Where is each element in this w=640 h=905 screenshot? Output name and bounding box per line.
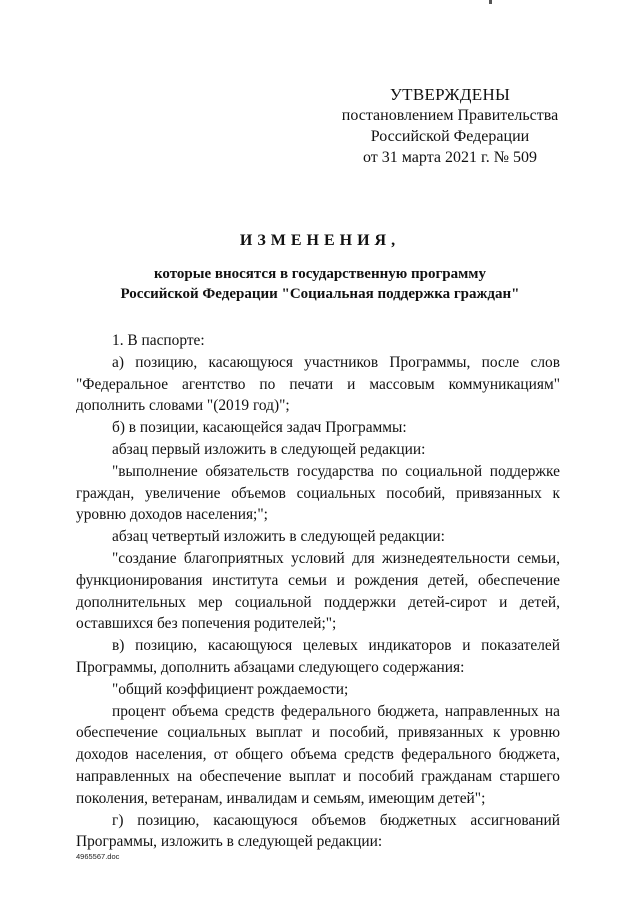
paragraph: г) позицию, касающуюся объемов бюджетных ассигнований Программы, изложить в следующей редакции: (76, 811, 560, 851)
paragraph: абзац четвертый изложить в следующей редакции: (112, 528, 445, 546)
document-subheading-line-2: Российской Федерации "Социальная поддержка граждан" (120, 286, 520, 302)
paragraph: "общий коэффициент рождаемости; (112, 680, 349, 698)
paragraph: абзац первый изложить в следующей редакции: (112, 440, 426, 458)
document-title-block (60, 232, 580, 304)
document-body (76, 330, 560, 853)
paragraph: б) в позиции, касающейся задач Программы: (112, 419, 407, 437)
approval-stamp (330, 84, 570, 168)
document-subheading-line-1: которые вносятся в государственную программу (153, 266, 487, 282)
approval-title: УТВЕРЖДЕНЫ (389, 85, 511, 104)
paragraph: в) позицию, касающуюся целевых индикаторов и показателей Программы, дополнить абзацами следующего содержания: (76, 637, 560, 676)
approval-line-3: от 31 марта 2021 г. № 509 (363, 149, 537, 166)
scan-mark (489, 0, 492, 4)
paragraph: "выполнение обязательств государства по социальной поддержке граждан, увеличение объемов социальных пособий, привязанных к уровню доходов населения;"; (76, 462, 560, 524)
approval-line-2: Российской Федерации (370, 128, 530, 145)
paragraph: "создание благоприятных условий для жизнедеятельности семьи, функционирования института семьи и рождения детей, обеспечение дополнительных мер социальной поддержки детей-сирот и детей, оставшихся без попечения родителей;"; (76, 549, 560, 633)
paragraph: а) позицию, касающуюся участников Программы, после слов "Федеральное агентство по печати и массовым коммуникациям" дополнить словами "(2019 год)"; (76, 353, 560, 415)
paragraph: 1. В паспорте: (112, 332, 205, 349)
document-heading: ИЗМЕНЕНИЯ, (239, 232, 401, 249)
approval-line-1: постановлением Правительства (341, 107, 559, 124)
file-code: 4965567.doc (76, 852, 120, 861)
paragraph: процент объема средств федерального бюджета, направленных на обеспечение социальных выплат и пособий, привязанных к уровню доходов населения, от общего объема средств федерального бюджета, направленных на обеспечение выплат и пособий гражданам старшего поколения, ветеранам, инвалидам и семьям, имеющим детей"; (76, 702, 560, 807)
